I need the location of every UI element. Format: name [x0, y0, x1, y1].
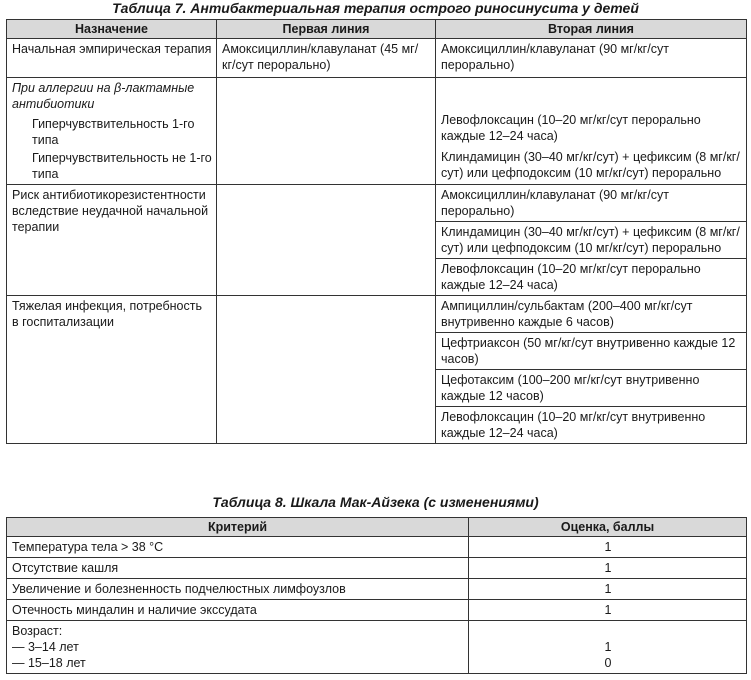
table-row — [7, 579, 747, 600]
purpose-cell: Начальная эмпирическая терапия — [7, 39, 217, 78]
hypersensitivity-non-type1: Гиперчувствительность не 1-го типа — [32, 151, 212, 181]
first-line-cell: Амоксициллин/клавуланат (45 мг/кг/сут перорально) — [217, 39, 436, 78]
first-line-cell — [217, 78, 436, 185]
table7-caption: Таблица 7. Антибактериальная терапия острого риносинусита у детей — [112, 0, 639, 16]
second-line-cell: Клиндамицин (30–40 мг/кг/сут) + цефиксим (8 мг/кг/сут) или цефподоксим (10 мг/кг/сут) перорально — [436, 222, 747, 259]
table8-header-criterion: Критерий — [7, 518, 469, 537]
second-line-cell: Цефтриаксон (50 мг/кг/сут внутривенно каждые 12 часов) — [436, 333, 747, 370]
table8-caption: Таблица 8. Шкала Мак-Айзека (с изменениями) — [212, 494, 539, 510]
age-band-3-14: — 3–14 лет — [12, 640, 79, 654]
table7-header-purpose: Назначение — [7, 20, 217, 39]
criterion-cell: Отечность миндалин и наличие экссудата — [7, 600, 469, 621]
second-line-cell: Цефотаксим (100–200 мг/кг/сут внутривенно каждые 12 часов) — [436, 370, 747, 407]
table7 — [6, 19, 747, 444]
criterion-cell: Увеличение и болезненность подчелюстных лимфоузлов — [7, 579, 469, 600]
criterion-cell: Температура тела > 38 °C — [7, 537, 469, 558]
table7-header-first-line: Первая линия — [217, 20, 436, 39]
table-row — [7, 185, 747, 222]
table-row — [7, 39, 747, 78]
table8-header-row — [7, 518, 747, 537]
age-label: Возраст: — [12, 624, 63, 638]
table7-header-row — [7, 20, 747, 39]
table-row — [7, 537, 747, 558]
score-cell — [469, 621, 747, 674]
second-line-cell: Ампициллин/сульбактам (200–400 мг/кг/сут внутривенно каждые 6 часов) — [436, 296, 747, 333]
purpose-cell: Тяжелая инфекция, потребность в госпитализации — [7, 296, 217, 444]
criterion-cell — [7, 621, 469, 674]
hypersensitivity-type1: Гиперчувствительность 1-го типа — [32, 117, 195, 147]
score-cell: 1 — [469, 579, 747, 600]
table-row — [7, 621, 747, 674]
table7-header-second-line: Вторая линия — [436, 20, 747, 39]
second-line-levofloxacin: Левофлоксацин (10–20 мг/кг/сут перорально каждые 12–24 часа) — [441, 113, 701, 143]
first-line-cell — [217, 185, 436, 296]
score-cell: 1 — [469, 558, 747, 579]
purpose-cell: Риск антибиотикорезистентности вследствие неудачной начальной терапии — [7, 185, 217, 296]
table8-header-score: Оценка, баллы — [469, 518, 747, 537]
second-line-cell: Левофлоксацин (10–20 мг/кг/сут перорально каждые 12–24 часа) — [436, 259, 747, 296]
age-band-15-18: — 15–18 лет — [12, 656, 86, 670]
second-line-cell: Левофлоксацин (10–20 мг/кг/сут внутривенно каждые 12–24 часа) — [436, 407, 747, 444]
table-row — [7, 600, 747, 621]
score-cell: 1 — [469, 537, 747, 558]
age-score-15-18: 0 — [604, 656, 612, 670]
table-row — [7, 558, 747, 579]
first-line-cell — [217, 296, 436, 444]
allergy-heading: При аллергии на β-лактамные антибиотики — [12, 81, 195, 111]
purpose-cell — [7, 78, 217, 185]
table8 — [6, 517, 747, 674]
score-cell: 1 — [469, 600, 747, 621]
second-line-cell — [436, 78, 747, 148]
second-line-cell: Амоксициллин/клавуланат (90 мг/кг/сут перорально) — [436, 39, 747, 78]
second-line-cell: Клиндамицин (30–40 мг/кг/сут) + цефиксим (8 мг/кг/сут) или цефподоксим (10 мг/кг/сут) перорально — [436, 147, 747, 184]
table-row — [7, 78, 747, 148]
table-row — [7, 296, 747, 333]
second-line-cell: Амоксициллин/клавуланат (90 мг/кг/сут перорально) — [436, 185, 747, 222]
age-score-3-14: 1 — [604, 640, 612, 654]
criterion-cell: Отсутствие кашля — [7, 558, 469, 579]
